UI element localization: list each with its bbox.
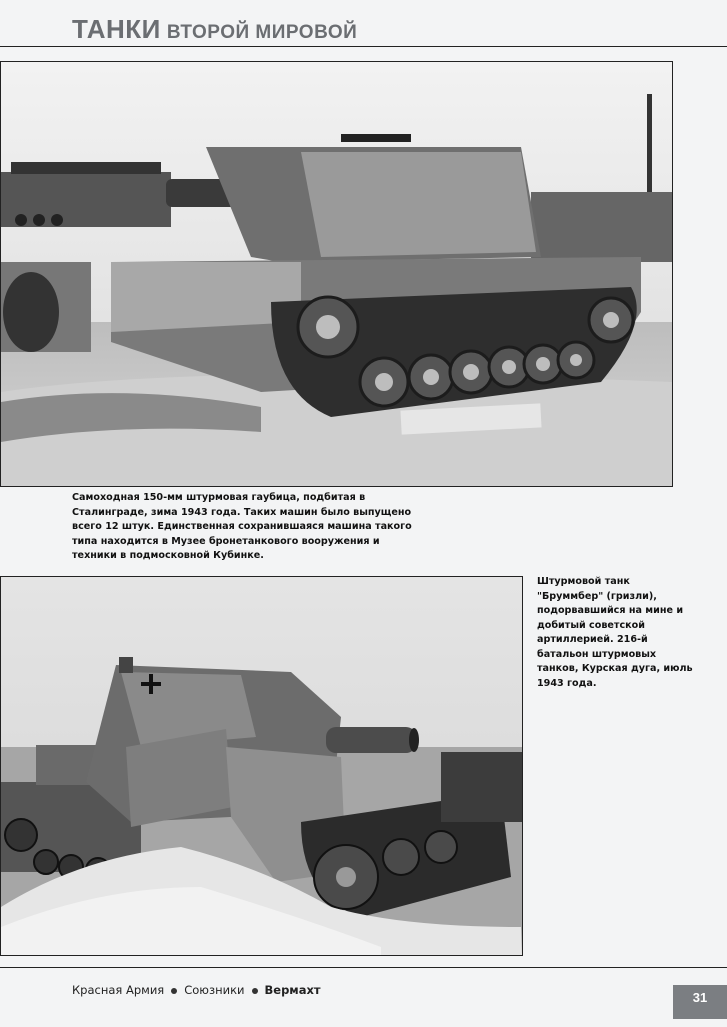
caption-line: техники в подмосковной Кубинке.	[72, 550, 264, 561]
caption-line: подорвавшийся на мине и	[537, 605, 684, 616]
page-number: 31	[673, 985, 727, 1019]
caption-line: Сталинграде, зима 1943 года. Таких машин было выпущено	[72, 506, 412, 518]
footer-item-wehrmacht: Вермахт	[264, 983, 321, 997]
photo-top-image	[1, 62, 672, 486]
page-header	[0, 0, 727, 48]
caption-line: типа находится в Музее бронетанкового вооружения и	[72, 535, 380, 547]
title-small: ВТОРОЙ МИРОВОЙ	[166, 22, 358, 43]
bullet-dot-icon	[171, 988, 177, 994]
caption-line: Самоходная 150-мм штурмовая гаубица, подбитая в	[72, 492, 366, 503]
photo-top	[0, 61, 673, 487]
caption-line: всего 12 штук. Единственная сохранившаяся машина такого	[72, 521, 412, 532]
caption-line: Штурмовой танк	[537, 576, 630, 587]
header-rule	[0, 46, 727, 47]
caption-bottom	[537, 575, 693, 691]
footer-item-red-army: Красная Армия	[72, 983, 165, 997]
title-big: ТАНКИ	[72, 14, 161, 44]
caption-line: батальон штурмовых	[537, 648, 657, 660]
bullet-dot-icon	[252, 988, 258, 994]
caption-line: 1943 года.	[537, 677, 597, 689]
photo-bottom	[0, 576, 523, 956]
caption-line: добитый советской	[537, 619, 645, 631]
footer-item-allies: Союзники	[184, 983, 245, 997]
caption-line: "Бруммбер" (гризли),	[537, 590, 657, 602]
caption-line: танков, Курская дуга, июль	[537, 663, 693, 674]
footer-rule	[0, 967, 727, 968]
footer-nav	[72, 983, 321, 997]
caption-top	[72, 491, 412, 564]
page-title	[72, 14, 357, 45]
caption-line: артиллерией. 216-й	[537, 634, 648, 645]
photo-bottom-image	[1, 577, 522, 955]
